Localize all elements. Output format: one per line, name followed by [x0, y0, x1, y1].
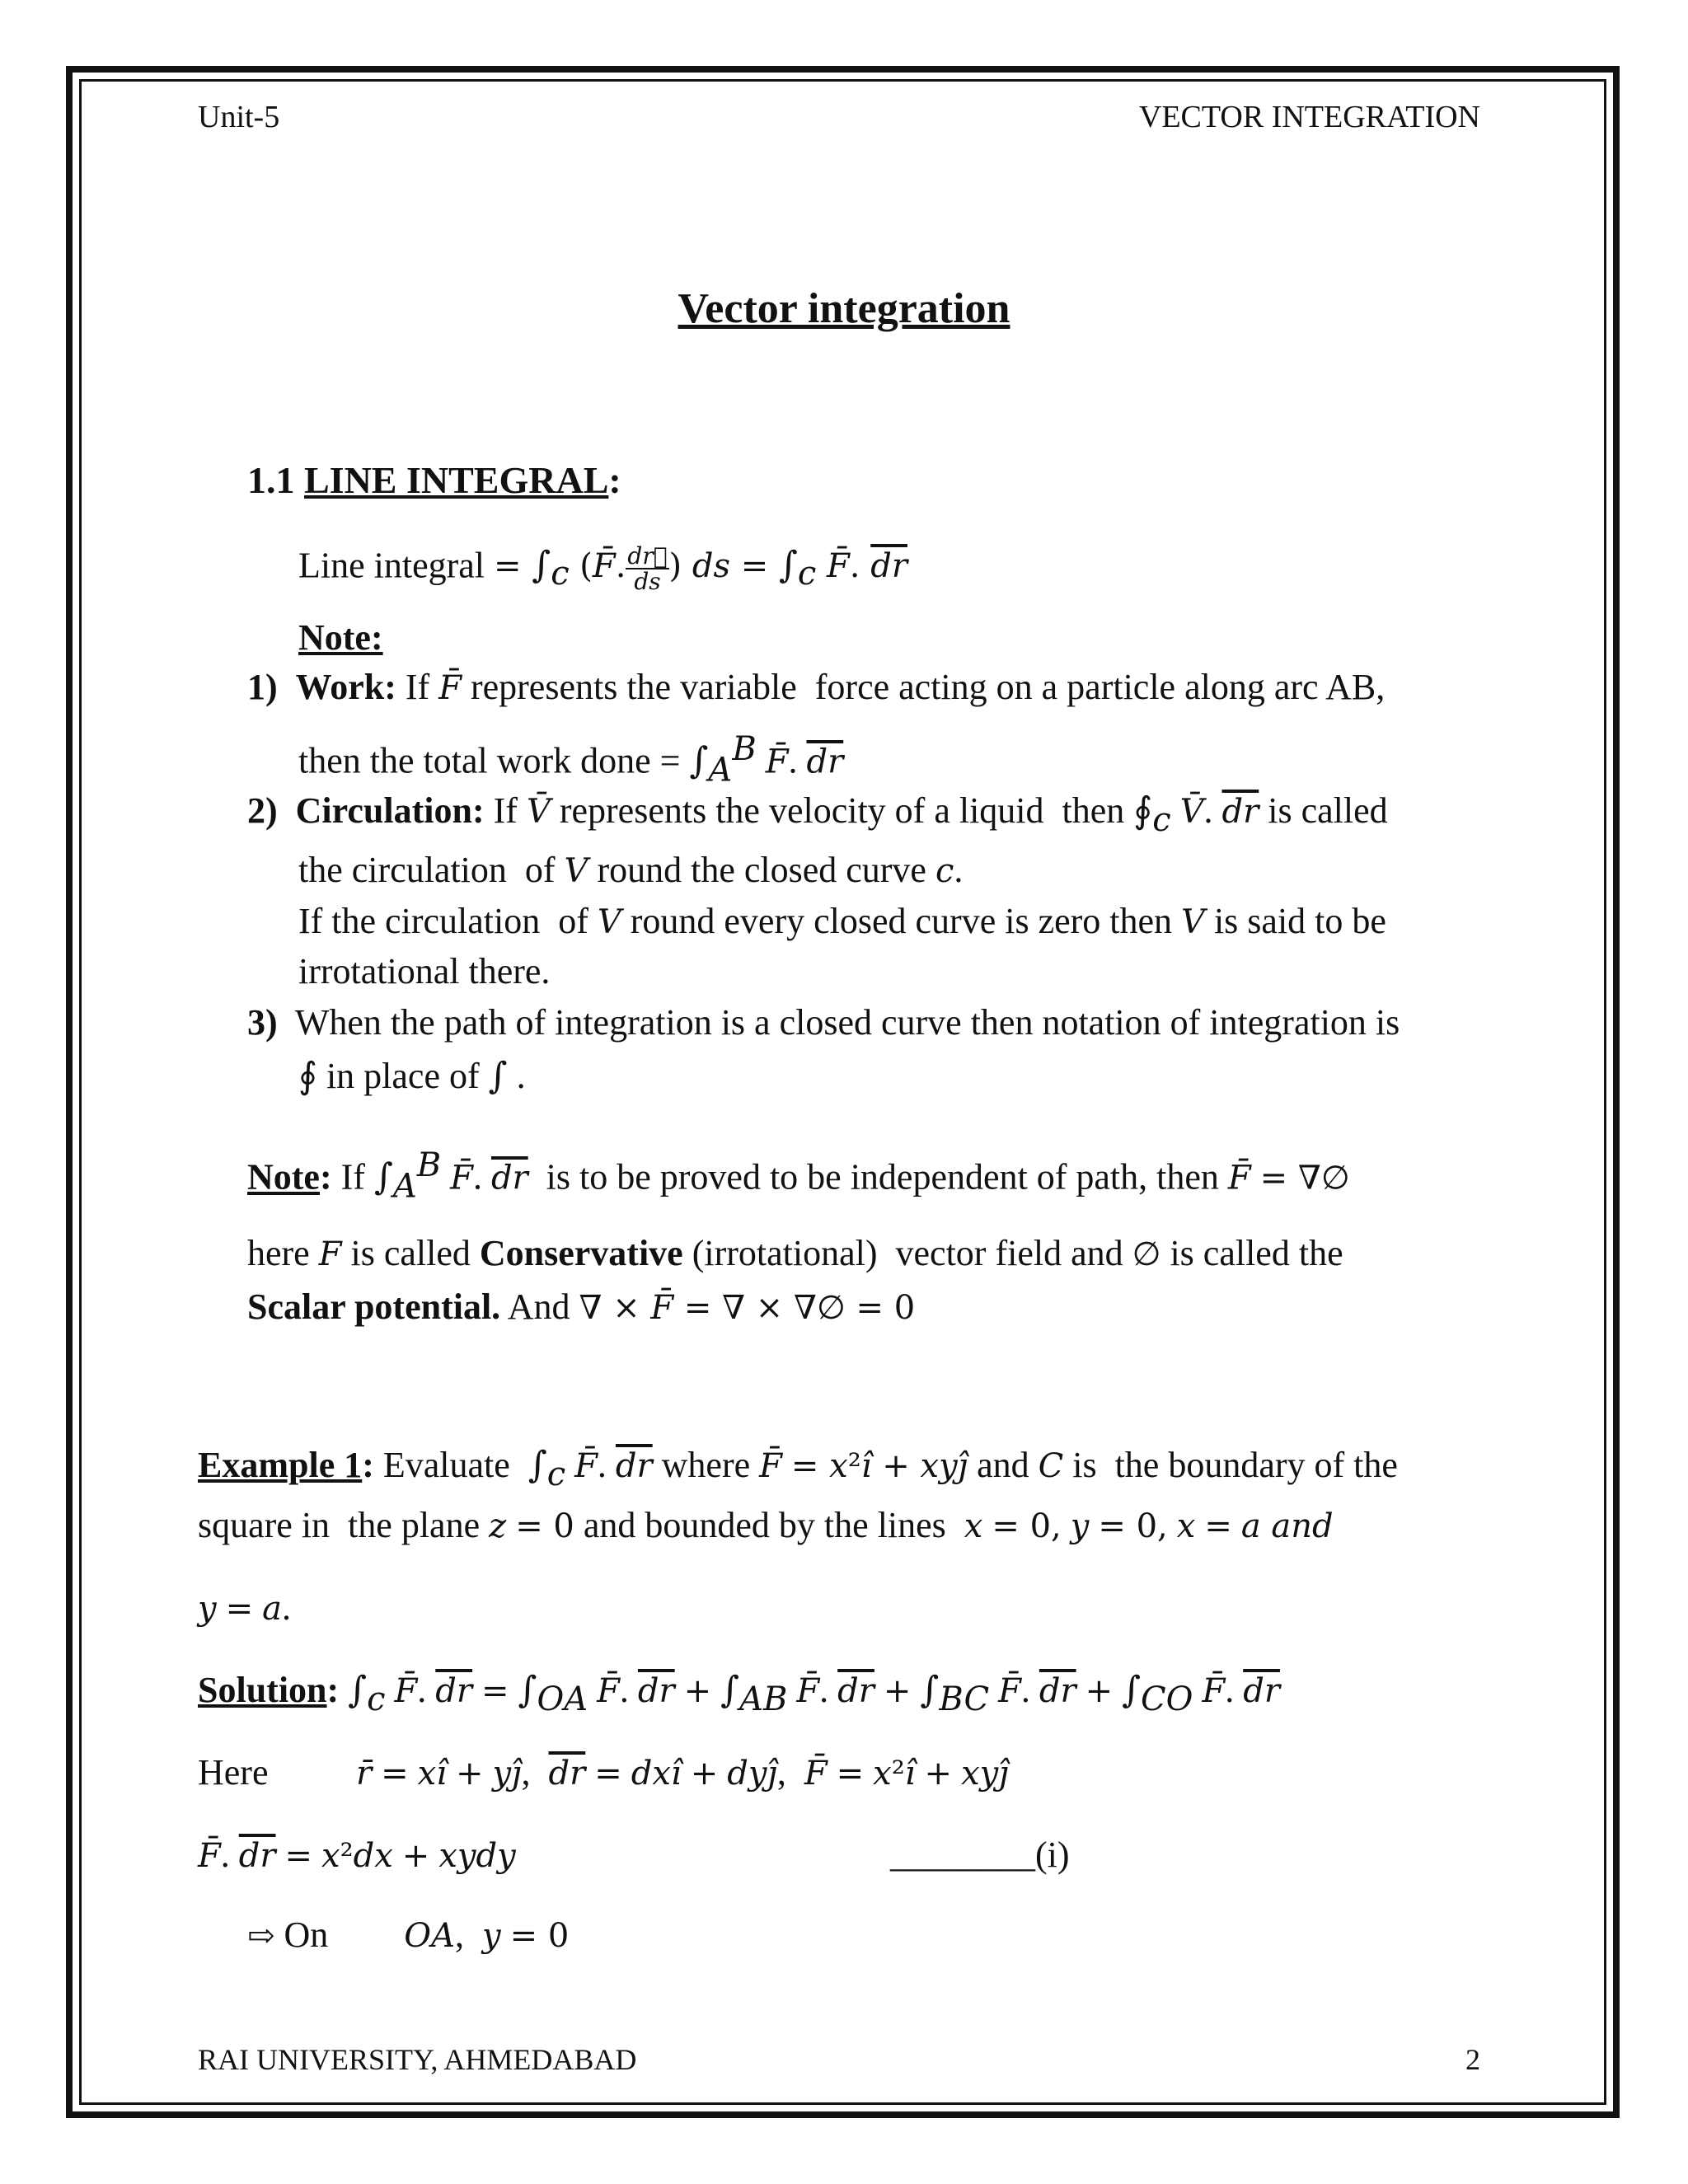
line-integral-definition: Line integral = $\int_c$ (F̄. $\frac{dr⃗}{ds}$ ) ds = $\int_c$ F̄. $\overline{dr}$: [298, 542, 907, 596]
page-title: Vector integration: [678, 285, 1010, 332]
header-unit: Unit-5: [198, 100, 280, 134]
example-1-line-3: y = a.: [198, 1587, 291, 1628]
scalar-potential-line: Scalar potential. And ∇ × F̄ = ∇ × ∇∅ = 0: [247, 1286, 916, 1327]
arrow-right-icon: ⇨: [247, 1917, 275, 1955]
note-item-circulation: 2) Circulation: If V̄ represents the velocity of a liquid then $∮_c$ V̄. $\overline{dr}$ is called: [247, 790, 1388, 839]
on-oa-line: ⇨ On OA, y = 0: [247, 1915, 570, 1955]
equation-i-tag: ________(i): [890, 1835, 1070, 1875]
here-label: Here: [198, 1752, 269, 1793]
solution-equation: Solution: $\int_c$ F̄. $\overline{dr} = \int_{OA}$ F̄. $\overline{dr} + \int_{AB}$ F̄. $\overline{dr} + \int_{BC}$ F̄. $\overline{dr} + \int_{CO}$ F̄. $\overline{dr}$: [198, 1669, 1280, 1718]
footer-university: RAI UNIVERSITY, AHMEDABAD: [198, 2043, 637, 2076]
header-topic: VECTOR INTEGRATION: [1138, 100, 1480, 134]
footer-page-number: 2: [1465, 2043, 1480, 2076]
equation-i: F̄. $\overline{dr} = x^2dx$ + xydy: [198, 1835, 516, 1875]
note-independent-of-path: Note: If $\int_A^B$ F̄. $\overline{dr}$ is to be proved to be independent of path, then F̄ = ∇∅: [247, 1146, 1350, 1206]
note-heading: Note:: [298, 617, 383, 658]
closed-curve-line-2: ∮ in place of ∫ .: [298, 1055, 526, 1097]
example-1-line-2: square in the plane z = 0 and bounded by the lines x = 0, y = 0, x = a and: [198, 1505, 1334, 1545]
circulation-line-2: the circulation of V round the closed curve c.: [298, 850, 964, 890]
section-heading: 1.1 LINE INTEGRAL:: [247, 459, 621, 501]
example-1-line-1: Example 1: Evaluate $\int_c$ F̄. $\overline{dr}$ where F̄ = x²î + xyĵ and C is the boundary of the: [198, 1444, 1398, 1493]
dr-ds-fraction: $\frac{dr⃗}{ds}$: [627, 542, 668, 596]
conservative-field-line: here F is called Conservative (irrotational) vector field and ∅ is called the: [247, 1233, 1343, 1273]
here-equations: r̄ = xî + yĵ, $\overline{dr}$ = dxî + dyĵ, F̄ = x²î + xyĵ: [356, 1752, 1009, 1793]
note-item-work: 1) Work: If F̄ represents the variable force acting on a particle along arc AB,: [247, 667, 1386, 707]
circulation-line-3: If the circulation of V round every closed curve is zero then V is said to be: [298, 901, 1386, 941]
circulation-line-4: irrotational there.: [298, 951, 551, 991]
work-formula: then the total work done = $\int_A^B$ F̄. $\overline{dr}$: [298, 730, 844, 790]
note-item-closed-curve: 3) When the path of integration is a closed curve then notation of integration is: [247, 1002, 1400, 1043]
